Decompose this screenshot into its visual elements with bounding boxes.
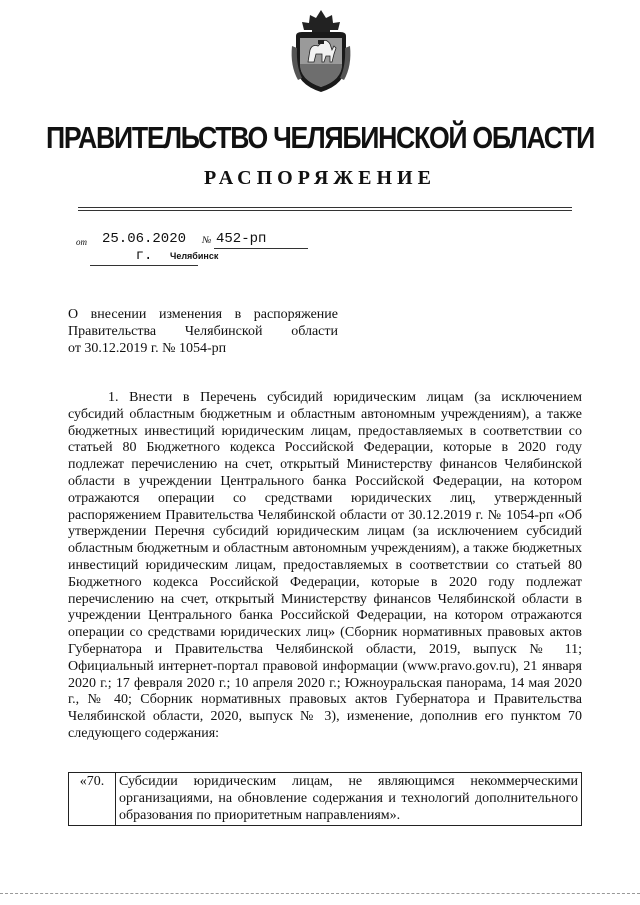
header-rule-top bbox=[78, 207, 572, 208]
header-rule-bottom bbox=[78, 210, 572, 211]
subject-line: от 30.12.2019 г. № 1054-рп bbox=[68, 341, 227, 356]
document-number: 452-рп bbox=[214, 231, 308, 249]
from-label: от bbox=[76, 237, 87, 247]
government-title: ПРАВИТЕЛЬСТВО ЧЕЛЯБИНСКОЙ ОБЛАСТИ bbox=[46, 120, 594, 155]
table-row-number: «70. bbox=[69, 773, 116, 826]
coat-of-arms-emblem bbox=[288, 6, 354, 96]
table-row-text: Субсидии юридическим лицам, не являющимся некоммерческими организациями, на обновление содержания и технологий дополнительного образования по приоритетным направлениям». bbox=[116, 773, 582, 826]
document-subject bbox=[68, 306, 338, 357]
table-row bbox=[69, 773, 582, 826]
document-type: РАСПОРЯЖЕНИЕ bbox=[204, 167, 436, 189]
document-body bbox=[68, 390, 582, 743]
city-label: Челябинск bbox=[170, 251, 219, 261]
subject-line: О внесении изменения в распоряжение bbox=[68, 307, 338, 322]
subject-line: Правительства Челябинской области bbox=[68, 324, 338, 339]
body-paragraph: 1. Внести в Перечень субсидий юридическим лицам (за исключением субсидий областным бюджетным и областным автономным учреждениям), а также бюджетных инвестиций юридическим лицам, предоставляемых в соответствии со статьей 80 Бюджетного кодекса Российской Федерации, которые в 2020 году подлежат перечислению на счет, открытый Министерству финансов Челябинской области в учреждении Центрального банка Российской Федерации, на котором отражаются операции со средствами юридических лиц, утвержденный распоряжением Правительства Челябинской области от 30.12.2019 г. № 1054-рп «Об утверждении Перечня субсидий юридическим лицам (за исключением субсидий областным бюджетным и областным автономным учреждениям), а также бюджетных инвестиций юридическим лицам, предоставляемых в соответствии со статьей 80 Бюджетного кодекса Российской Федерации, которые в 2020 году подлежат перечислению на счет, открытый Министерству финансов Челябинской области в учреждении Центрального банка Российской Федерации, на котором отражаются операции со средствами юридических лиц» (Сборник нормативных правовых актов Губернатора и Правительства Челябинской области, 2019, выпуск № 11; Официальный интернет-портал правовой информации (www.pravo.gov.ru), 21 января 2020 г.; 17 февраля 2020 г.; 10 апреля 2020 г.; Южноуральская панорама, 14 мая 2020 г., № 40; Сборник нормативных правовых актов Губернатора и Правительства Челябинской области, 2020, выпуск № 3), изменение, дополнив его пунктом 70 следующего содержания: bbox=[68, 390, 582, 741]
document-date: 25.06.2020 г. bbox=[90, 231, 198, 266]
page-bottom-rule bbox=[0, 893, 640, 894]
amendment-table bbox=[68, 772, 582, 826]
number-label: № bbox=[202, 235, 212, 246]
